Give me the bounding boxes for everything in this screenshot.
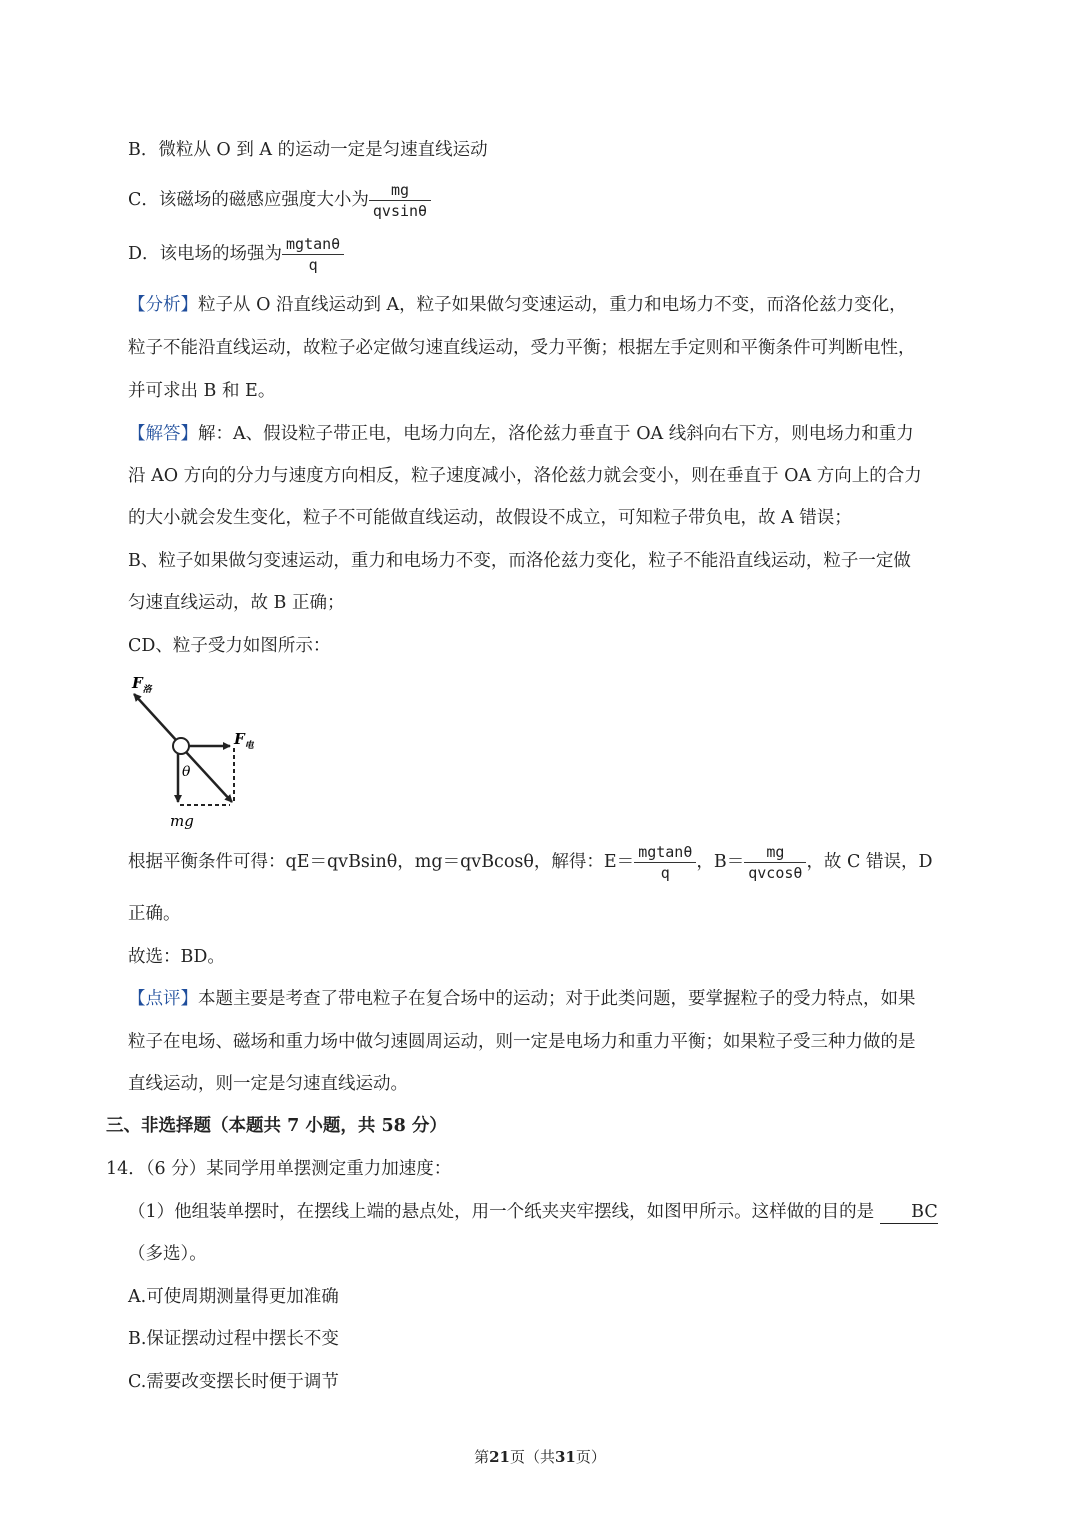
footer-post: 页） bbox=[575, 1448, 606, 1466]
q14-stem: 14．（6 分）某同学用单摆测定重力加速度： bbox=[106, 1159, 452, 1179]
solution-line-1 bbox=[128, 423, 914, 445]
footer-mid: 页（共 bbox=[509, 1448, 555, 1466]
option-b: B．微粒从 O 到 A 的运动一定是匀速直线运动 bbox=[128, 140, 488, 160]
fraction-numerator: mg bbox=[369, 181, 431, 201]
q14-option-c: C.需要改变摆长时便于调节 bbox=[128, 1372, 339, 1392]
solution-text: 解：A、假设粒子带正电，电场力向左，洛伦兹力垂直于 OA 线斜向右下方，则电场力和重力 bbox=[198, 424, 914, 444]
option-c bbox=[128, 180, 431, 220]
particle-circle bbox=[173, 738, 189, 754]
option-c-text: C．该磁场的磁感应强度大小为 bbox=[128, 190, 369, 210]
fraction-denominator: q bbox=[660, 863, 670, 882]
option-c-fraction bbox=[369, 181, 431, 220]
theta-label: θ bbox=[182, 764, 191, 780]
analysis-line-2: 粒子不能沿直线运动，故粒子必定做匀速直线运动，受力平衡；根据左手定则和平衡条件可判断电性， bbox=[128, 338, 916, 358]
fraction-numerator: mg bbox=[744, 843, 806, 863]
option-d bbox=[128, 234, 344, 274]
mg-label: mg bbox=[170, 812, 194, 830]
equation-prefix: 根据平衡条件可得：qE＝qvBsinθ，mg＝qvBcosθ，解得：E＝ bbox=[128, 852, 635, 872]
b-fraction bbox=[744, 843, 806, 882]
footer-pre: 第 bbox=[474, 1448, 490, 1466]
f-lorentz-label: $F_洛$ bbox=[132, 674, 152, 695]
page-footer bbox=[0, 1446, 1080, 1467]
fraction-numerator: mgtanθ bbox=[634, 843, 696, 863]
solution-choice: 故选：BD。 bbox=[128, 947, 225, 967]
comment-line-3: 直线运动，则一定是匀速直线运动。 bbox=[128, 1074, 408, 1094]
fraction-denominator: q bbox=[308, 255, 318, 274]
q14-part1-end: （多选）。 bbox=[128, 1244, 207, 1264]
solution-tag: 【解答】 bbox=[128, 424, 198, 444]
e-fraction bbox=[634, 843, 696, 882]
comment-tag: 【点评】 bbox=[128, 989, 198, 1009]
analysis-line-3: 并可求出 B 和 E。 bbox=[128, 381, 276, 401]
resultant-arrow bbox=[186, 752, 232, 802]
analysis-line-1 bbox=[128, 294, 907, 316]
equation-mid: ，B＝ bbox=[696, 852, 745, 872]
solution-line-6: CD、粒子受力如图所示： bbox=[128, 636, 331, 656]
q14-part1 bbox=[128, 1201, 938, 1224]
q14-option-a: A.可使周期测量得更加准确 bbox=[128, 1287, 339, 1307]
fraction-denominator: qvsinθ bbox=[372, 201, 428, 220]
equation-suffix: ，故 C 错误，D bbox=[806, 852, 933, 872]
comment-line-1 bbox=[128, 988, 916, 1010]
solution-line-5: 匀速直线运动，故 B 正确； bbox=[128, 593, 345, 613]
solution-line-4: B、粒子如果做匀变速运动，重力和电场力不变，而洛伦兹力变化，粒子不能沿直线运动，粒子一定做 bbox=[128, 551, 911, 571]
analysis-text: 粒子从 O 沿直线运动到 A，粒子如果做匀变速运动，重力和电场力不变，而洛伦兹力变化， bbox=[198, 295, 907, 315]
equation-line bbox=[128, 840, 932, 884]
solution-line-2: 沿 AO 方向的分力与速度方向相反，粒子速度减小，洛伦兹力就会变小，则在垂直于 OA 方向上的合力 bbox=[128, 466, 922, 486]
comment-text: 本题主要是考查了带电粒子在复合场中的运动；对于此类问题，要掌握粒子的受力特点，如果 bbox=[198, 989, 916, 1009]
analysis-tag: 【分析】 bbox=[128, 295, 198, 315]
q14-answer: BC bbox=[880, 1201, 938, 1224]
total-pages: 31 bbox=[555, 1448, 576, 1466]
page-number: 21 bbox=[489, 1448, 510, 1466]
f-electric-label: $F_电$ bbox=[234, 730, 254, 751]
comment-line-2: 粒子在电场、磁场和重力场中做匀速圆周运动，则一定是电场力和重力平衡；如果粒子受三种力做的是 bbox=[128, 1032, 916, 1052]
section-heading: 三、非选择题（本题共 7 小题，共 58 分） bbox=[106, 1116, 447, 1136]
fraction-numerator: mgtanθ bbox=[282, 235, 344, 255]
option-d-fraction bbox=[282, 235, 344, 274]
option-d-text: D．该电场的场强为 bbox=[128, 244, 283, 264]
solution-line-8: 正确。 bbox=[128, 904, 181, 924]
fraction-denominator: qvcosθ bbox=[748, 863, 803, 882]
force-diagram bbox=[124, 668, 264, 832]
solution-line-3: 的大小就会发生变化，粒子不可能做直线运动，故假设不成立，可知粒子带负电，故 A 错误； bbox=[128, 508, 852, 528]
q14-part1-text: （1）他组装单摆时，在摆线上端的悬点处，用一个纸夹夹牢摆线，如图甲所示。这样做的目的是 bbox=[128, 1202, 875, 1222]
q14-option-b: B.保证摆动过程中摆长不变 bbox=[128, 1329, 339, 1349]
lorentz-force-arrow bbox=[134, 694, 176, 740]
